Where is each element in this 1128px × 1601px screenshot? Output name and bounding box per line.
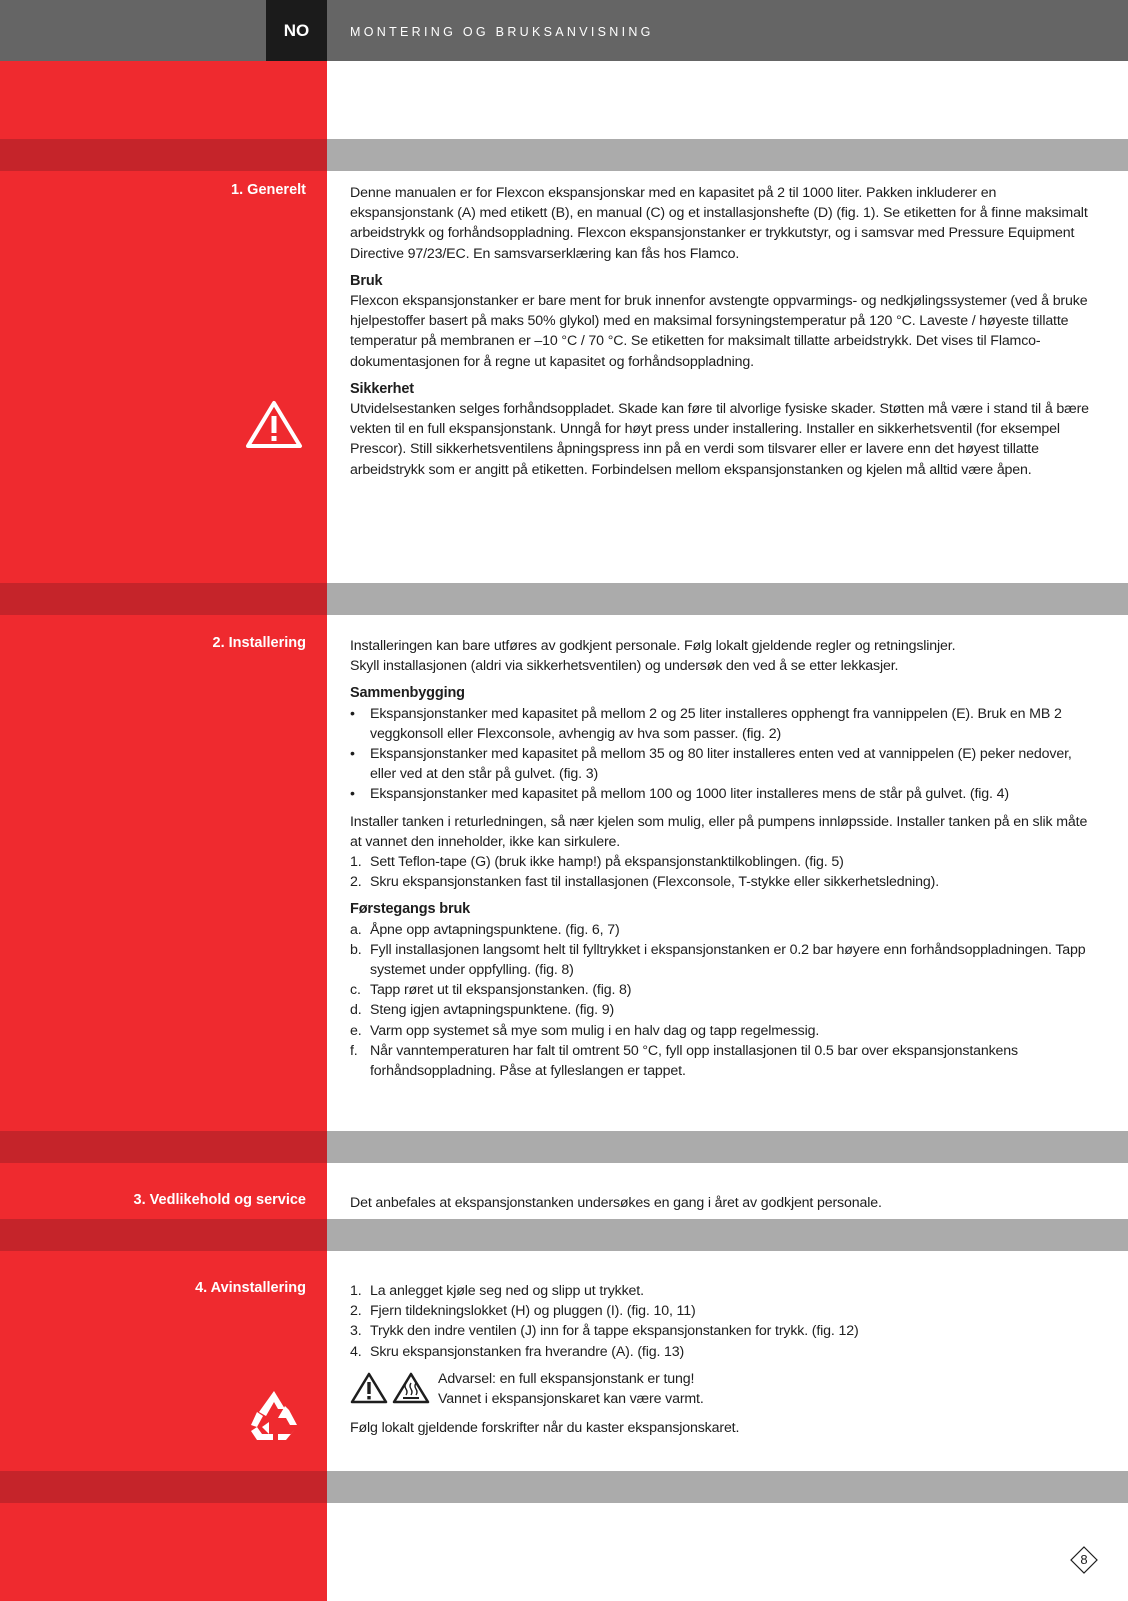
warning-text: Advarsel: en full ekspansjonstank er tung! — [438, 1370, 695, 1387]
page-number: 8 — [1080, 1552, 1088, 1567]
disposal-paragraph: Følg lokalt gjeldende forskrifter når du kaster ekspansjonskaret. — [350, 1419, 740, 1436]
warning-icon — [245, 399, 303, 449]
list-item: • Ekspansjonstanker med kapasitet på mellom 100 og 1000 liter installeres mens de står på gulvet. (fig. 4) — [350, 786, 1009, 803]
list-item: 3. Trykk den indre ventilen (J) inn for å tappe ekspansjonstanken for trykk. (fig. 12) — [350, 1323, 859, 1340]
intro-paragraph: Installeringen kan bare utføres av godkjent personale. Følg lokalt gjeldende regler og retningslinjer. — [350, 638, 956, 654]
sidebar-column — [0, 61, 327, 1601]
section-band-right — [327, 1131, 1128, 1163]
hot-surface-icon — [392, 1371, 430, 1405]
subheading-bruk: Bruk — [350, 272, 383, 289]
section-label-vedlikehold: 3. Vedlikehold og service — [133, 1192, 306, 1208]
list-item: a. Åpne opp avtapningspunktene. (fig. 6, 7) — [350, 921, 620, 938]
list-item: • Ekspansjonstanker med kapasitet på mellom 2 og 25 liter installeres opphengt fra vannippelen (E). Bruk en MB 2 veggkonsoll eller Flexconsole, avhengig av hva som passer. (fig. 2) — [350, 705, 1062, 742]
section-label-generelt: 1. Generelt — [231, 182, 306, 198]
list-item: c. Tapp røret ut til ekspansjonstanken. (fig. 8) — [350, 982, 632, 999]
list-item: b. Fyll installasjonen langsomt helt til fylltrykket i ekspansjonstanken er 0.2 bar høyere enn forhåndsoppladningen. Tapp systemet under oppfylling. (fig. 8) — [350, 941, 1086, 979]
list-item: 1. Sett Teflon-tape (G) (bruk ikke hamp!) på ekspansjonstanktilkoblingen. (fig. 5) — [350, 854, 844, 871]
warning-icon — [350, 1371, 388, 1405]
section-generelt-content — [350, 183, 1095, 480]
list-item: d. Steng igjen avtapningspunktene. (fig. 9) — [350, 1002, 615, 1019]
vedlikehold-paragraph: Det anbefales at ekspansjonstanken undersøkes en gang i året av godkjent personale. — [350, 1195, 882, 1211]
list-item: 1. La anlegget kjøle seg ned og slipp ut trykket. — [350, 1283, 644, 1299]
intro-paragraph: Denne manualen er for Flexcon ekspansjonskar med en kapasitet på 2 til 1000 liter. Pakken inkluderer en ekspansjonstank (A) med etikett (B), en manual (C) og et installasjonshefte (D) (fig. 1). Se etiketten for å finne maksimalt arbeidstrykk og forhåndsoppladning. Flexcon ekspansjonstanker er trykkutstyr, og i samsvar med Pressure Equipment Directive 97/23/EC. En samsvarserklæring kan fås hos Flamco. — [350, 185, 1088, 262]
subheading-forstegangs-bruk: Førstegangs bruk — [350, 901, 471, 918]
intro-paragraph: Skyll installasjonen (aldri via sikkerhetsventilen) og undersøk den ved å se etter lekkasjer. — [350, 658, 899, 675]
section-label-installering: 2. Installering — [212, 635, 306, 651]
list-item: 2. Fjern tildekningslokket (H) og pluggen (I). (fig. 10, 11) — [350, 1303, 696, 1320]
install-paragraph: Installer tanken i returledningen, så nær kjelen som mulig, eller på pumpens innløpsside. Installer tanken på en slik måte at vannet den inneholder, ikke kan sirkulere. — [350, 813, 1088, 850]
warning-text: Vannet i ekspansjonskaret kan være varmt. — [438, 1391, 704, 1408]
section-band-left — [0, 583, 327, 615]
section-avinstallering-content — [350, 1281, 1095, 1438]
section-installering-content — [350, 636, 1095, 1081]
list-item: 4. Skru ekspansjonstanken fra hverandre (A). (fig. 13) — [350, 1343, 685, 1360]
recycle-icon — [245, 1387, 303, 1445]
section-band-left — [0, 139, 327, 171]
section-band-left — [0, 1131, 327, 1163]
warning-note — [350, 1369, 1095, 1411]
language-code: NO — [266, 0, 327, 61]
document-title: MONTERING OG BRUKSANVISNING — [350, 25, 654, 39]
section-band-left — [0, 1471, 327, 1503]
list-item: • Ekspansjonstanker med kapasitet på mellom 35 og 80 liter installeres enten ved at vannippelen (E) peker nedover, eller ved at den står på gulvet. (fig. 3) — [350, 746, 1072, 783]
subheading-sikkerhet: Sikkerhet — [350, 380, 414, 397]
section-label-avinstallering: 4. Avinstallering — [195, 1280, 306, 1296]
section-band-right — [327, 139, 1128, 171]
bruk-paragraph: Flexcon ekspansjonstanker er bare ment for bruk innenfor avstengte oppvarmings- og nedkjølingssystemer (ved å bruke hjelpestoffer basert på maks 50% glykol) med en maksimal forsyningstemperatur på 120 °C. Laveste / høyeste tillatte temperatur på membranen er –10 °C / 70 °C. Se etiketten for maksimalt tillatte arbeidstrykk. Det vises til Flamco-dokumentasjonen for å regne ut kapasitet og forhåndsoppladning. — [350, 293, 1088, 370]
section-band-right — [327, 1219, 1128, 1251]
section-band-right — [327, 1471, 1128, 1503]
list-item: f. Når vanntemperaturen har falt til omtrent 50 °C, fyll opp installasjonen til 0.5 bar over ekspansjonstankens forhåndsoppladning. Påse at fylleslangen er tappet. — [350, 1042, 1018, 1080]
sikkerhet-paragraph: Utvidelsestanken selges forhåndsoppladet. Skade kan føre til alvorlige fysiske skader. Støtten må være i stand til å bære vekten til en full ekspansjonstank. Unngå for høyt press under installering. Installer en sikkerhetsventil (for eksempel Prescor). Still sikkerhetsventilens åpningspress inn på en verdi som tilsvarer eller er lavere enn det høyest tillatte arbeidstrykk som er angitt på etiketten. Forbindelsen mellom ekspansjonstanken og kjelen må alltid være åpen. — [350, 401, 1089, 478]
section-band-left — [0, 1219, 327, 1251]
section-band-right — [327, 583, 1128, 615]
list-item: e. Varm opp systemet så mye som mulig i en halv dag og tapp regelmessig. — [350, 1022, 820, 1039]
section-vedlikehold-content — [350, 1193, 1095, 1213]
subheading-sammenbygging: Sammenbygging — [350, 685, 465, 702]
list-item: 2. Skru ekspansjonstanken fast til installasjonen (Flexconsole, T-stykke eller sikkerhetsledning). — [350, 874, 940, 891]
